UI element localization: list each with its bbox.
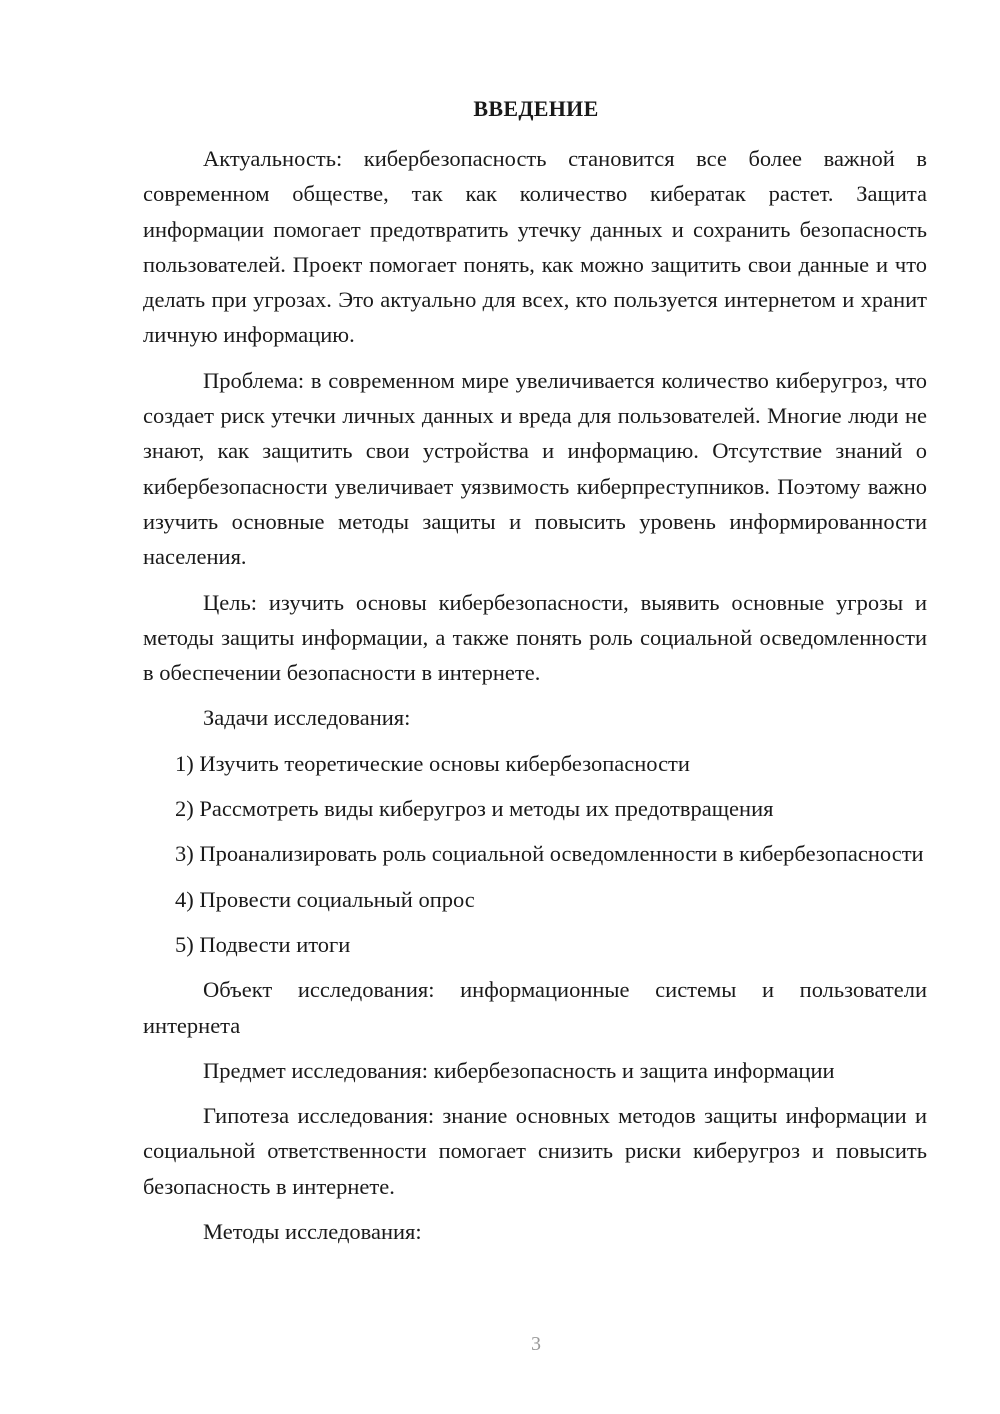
- task-item-4: 4) Провести социальный опрос: [175, 886, 475, 912]
- task-item-3: 3) Проанализировать роль социальной осведомленности в кибербезопасности: [175, 841, 924, 867]
- methods-title: Методы исследования:: [203, 1219, 422, 1245]
- paragraph-relevance: Актуальность: кибербезопасность становится все более важной в современном обществе, так как количество кибератак растет. Защита информации помогает предотвратить утечку данных и сохранить безопасность пользователей. Проект помогает понять, как можно защитить свои данные и что делать при угрозах. Это актуально для всех, кто пользуется интернетом и хранит личную информацию.: [143, 146, 927, 348]
- paragraph-goal: Цель: изучить основы кибербезопасности, выявить основные угрозы и методы защиты информации, а также понять роль социальной осведомленности в обеспечении безопасности в интернете.: [143, 589, 927, 686]
- paragraph-hypothesis: Гипотеза исследования: знание основных методов защиты информации и социальной ответственности помогает снизить риски киберугроз и повысить безопасность в интернете.: [143, 1103, 927, 1199]
- task-item-1: 1) Изучить теоретические основы кибербезопасности: [175, 750, 690, 776]
- section-heading: ВВЕДЕНИЕ: [473, 96, 599, 121]
- task-item-5: 5) Подвести итоги: [175, 931, 351, 957]
- page-number: 3: [531, 1333, 541, 1355]
- paragraph-problem: Проблема: в современном мире увеличивается количество киберугроз, что создает риск утечки личных данных и вреда для пользователей. Многие люди не знают, как защитить свои устройства и информацию. Отсутствие знаний о кибербезопасности увеличивает уязвимость киберпреступников. Поэтому важно изучить основные методы защиты и повысить уровень информированности населения.: [143, 367, 927, 570]
- tasks-title: Задачи исследования:: [203, 705, 411, 731]
- document-body: [143, 141, 927, 1249]
- paragraph-subject: Предмет исследования: кибербезопасность и защита информации: [203, 1057, 835, 1083]
- paragraph-object: Объект исследования: информационные системы и пользователи интернета: [143, 977, 927, 1038]
- task-item-2: 2) Рассмотреть виды киберугроз и методы их предотвращения: [175, 796, 774, 822]
